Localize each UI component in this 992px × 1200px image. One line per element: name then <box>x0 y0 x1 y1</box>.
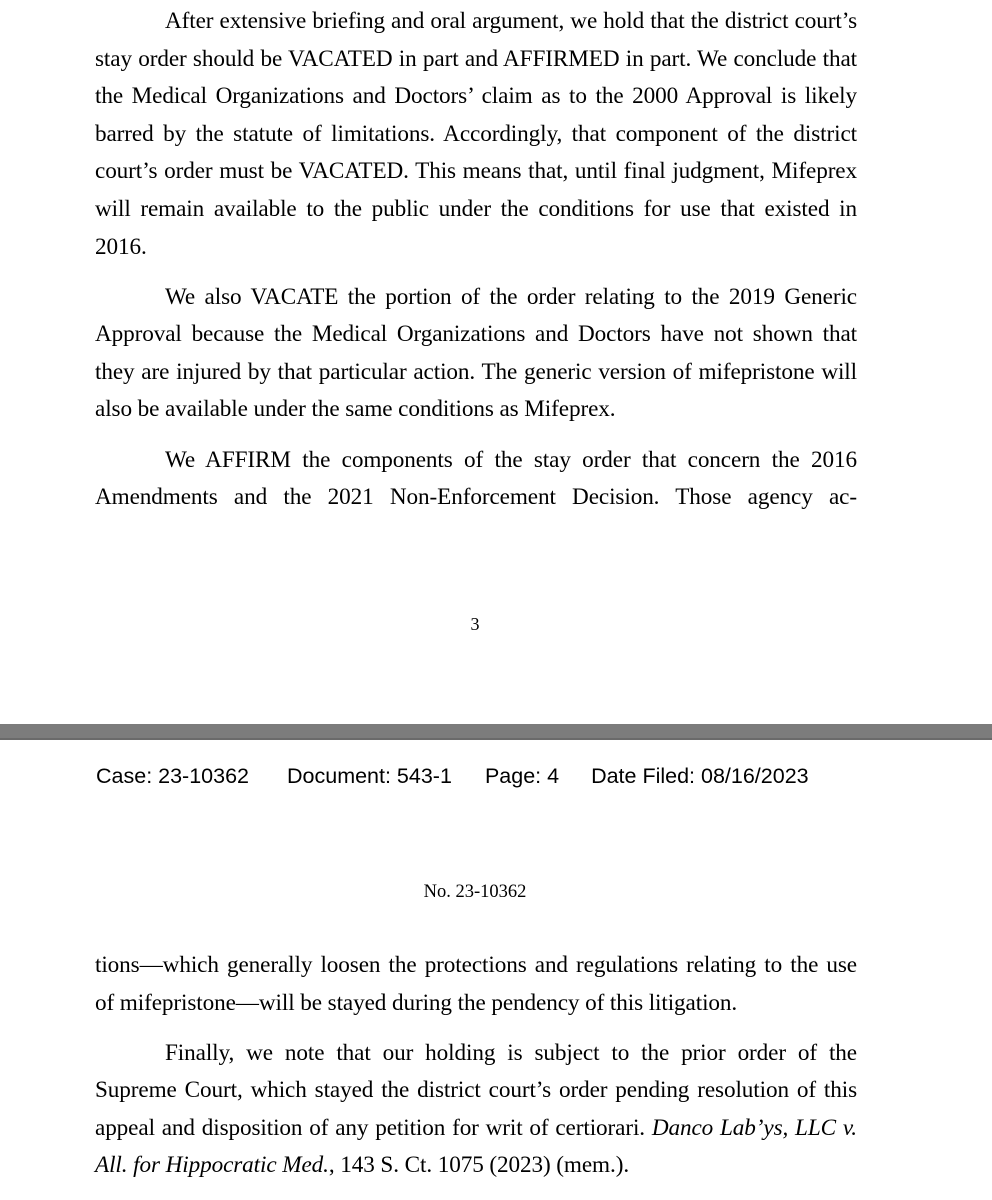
case-header <box>96 764 809 789</box>
page-4-body <box>95 947 857 1185</box>
paragraph-affirm: We AFFIRM the components of the stay order that concern the 2016 Amendments and the 2021 Non-Enforcement Decision. Those agency ac- <box>95 446 857 511</box>
docket-number: No. 23-10362 <box>423 882 527 902</box>
document-number: Document: 543-1 <box>287 764 452 788</box>
page-label: Page: 4 <box>484 764 560 788</box>
paragraph-generic-approval: We also VACATE the portion of the order relating to the 2019 Generic Approval because the Medical Organizations and Doctors have not shown that they are injured by that particular action. The generic version of mifepristone will also be available under the same conditions as Mifeprex. <box>95 283 857 423</box>
paragraph-text: Finally, we note that our holding is subject to the prior order of the Supreme Court, which stayed the district court’s order pending resolution of this appeal and disposition of any petition for writ of certiorari. <box>95 1039 857 1141</box>
case-citation-italic: Danco Lab’ys, LLC v. All. for Hippocratic Med. <box>95 1114 857 1179</box>
page-number: 3 <box>470 614 480 634</box>
date-filed: Date Filed: 08/16/2023 <box>591 764 809 788</box>
paragraph-supreme-court <box>95 1035 857 1185</box>
paragraph-holding: After extensive briefing and oral argument, we hold that the district court’s stay order should be VACATED in part and AFFIRMED in part. We conclude that the Medical Organizations and Doctors’ claim as to the 2000 Approval is likely barred by the statute of limitations. Accordingly, that component of the district court’s order must be VACATED. This means that, until final judgment, Mifeprex will remain available to the public under the conditions for use that existed in 2016. <box>95 8 857 260</box>
case-citation-rest: , 143 S. Ct. 1075 (2023) (mem.). <box>328 1152 630 1179</box>
paragraph-continuation: tions—which generally loosen the protections and regulations relating to the use of mifepristone—will be stayed during the pendency of this litigation. <box>95 952 857 1016</box>
page-divider <box>0 724 992 740</box>
case-number: Case: 23-10362 <box>96 764 249 788</box>
page-3-body <box>95 3 857 517</box>
